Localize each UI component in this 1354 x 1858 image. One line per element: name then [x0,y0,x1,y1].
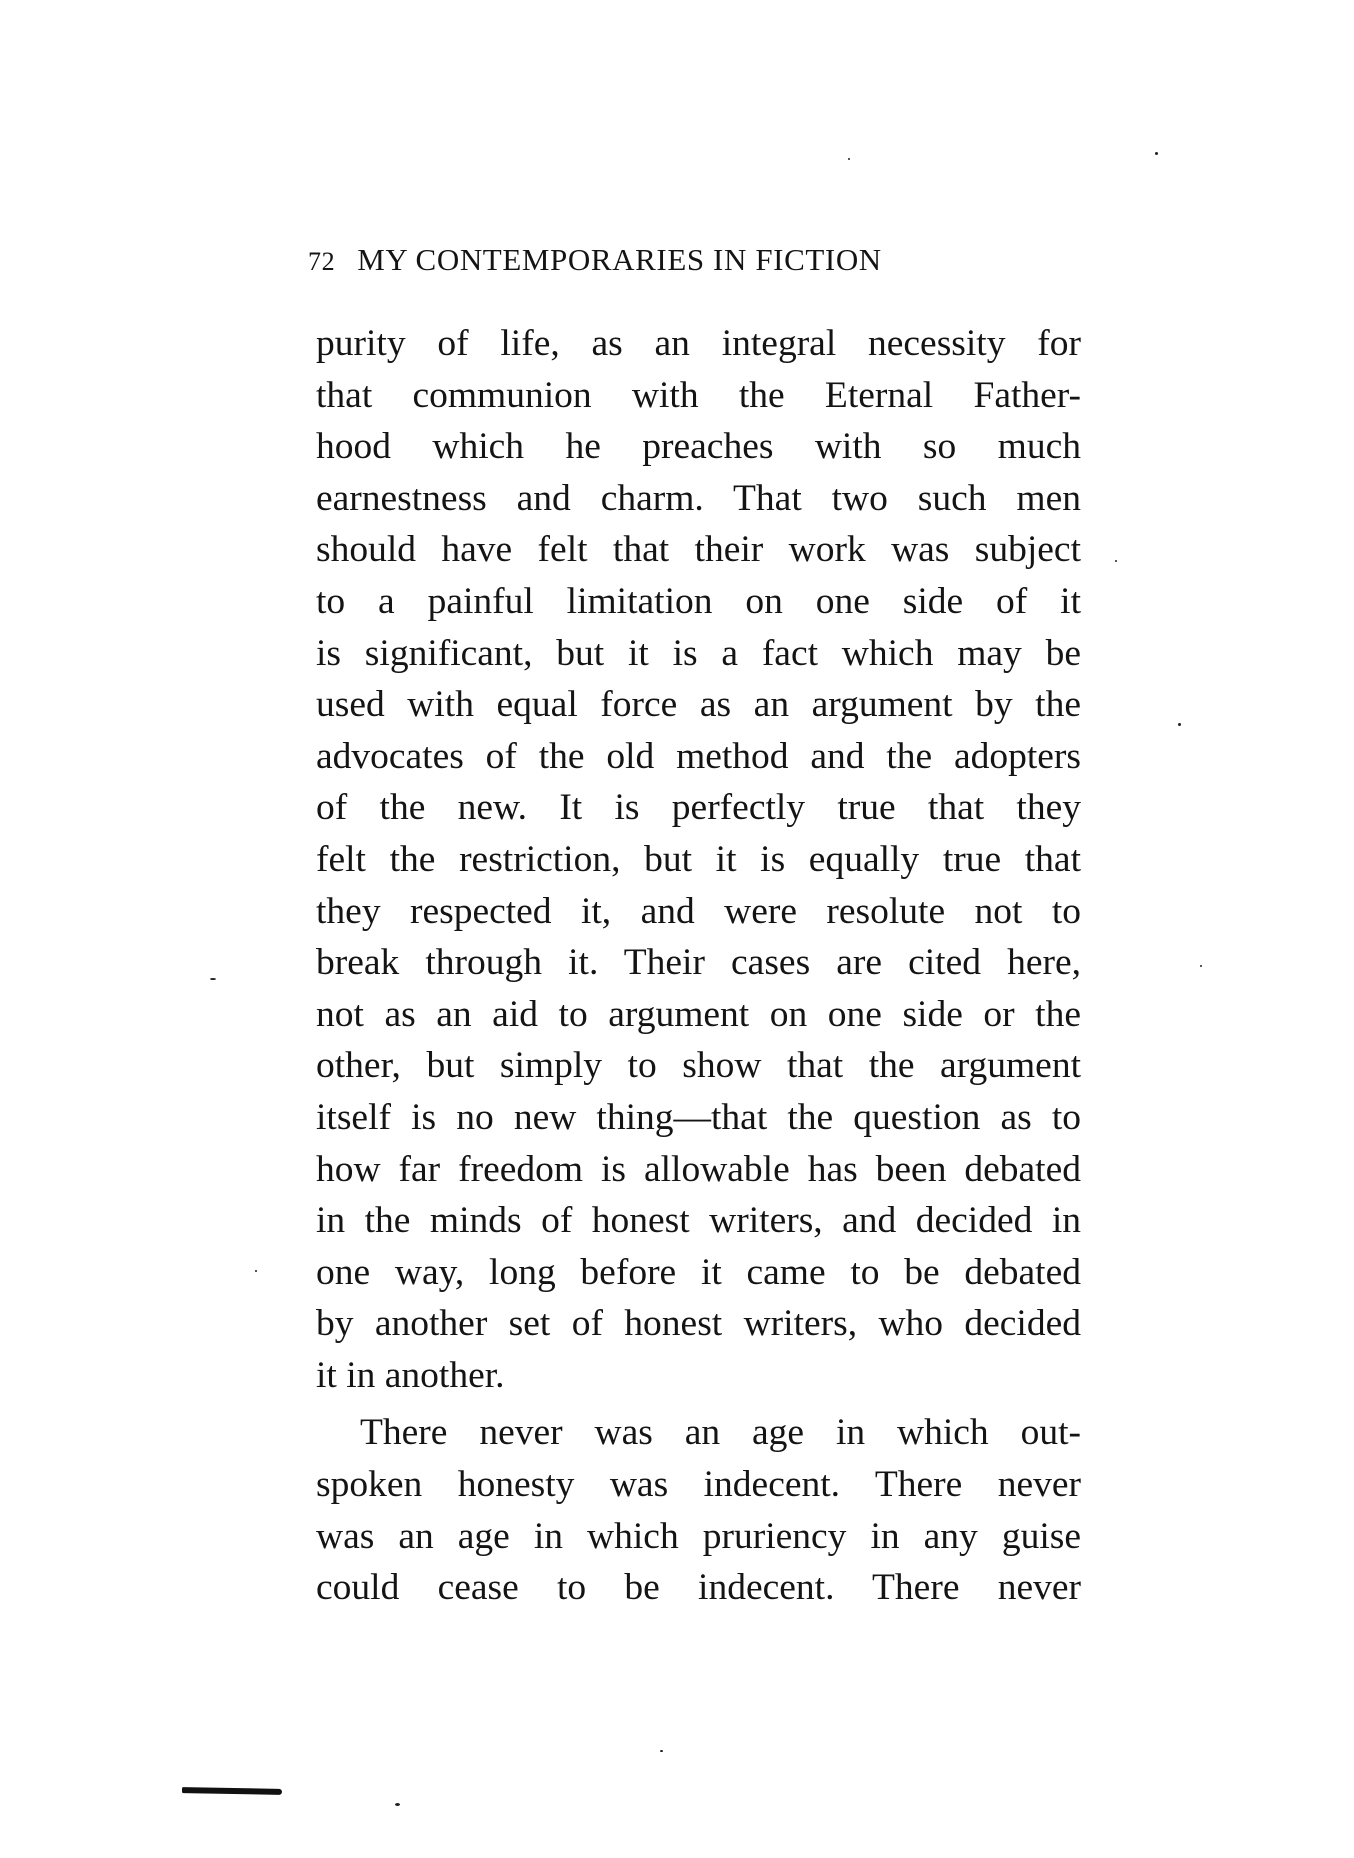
scan-speck [660,1750,663,1752]
scan-speck [255,1270,257,1272]
text-line: how far freedom is allowable has been debated [316,1148,1081,1190]
text-line: it in another. [316,1354,505,1396]
text-line: break through it. Their cases are cited here, [316,942,1081,984]
scan-speck [1178,723,1181,726]
text-line: itself is no new thing—that the question as to [316,1096,1081,1138]
text-line: earnestness and charm. That two such men [316,477,1081,519]
text-line: they respected it, and were resolute not to [316,890,1081,932]
text-line: not as an aid to argument on one side or the [316,993,1081,1035]
text-line: by another set of honest writers, who decided [316,1303,1081,1345]
text-line: could cease to be indecent. There never [316,1567,1081,1609]
paragraph-2 [316,1407,1081,1613]
text-line: to a painful limitation on one side of it [316,580,1081,622]
text-line: felt the restriction, but it is equally true that [316,838,1081,880]
scan-speck [1115,560,1117,562]
scan-speck [848,158,850,160]
text-line: that communion with the Eternal Father- [316,374,1081,416]
text-line: should have felt that their work was subject [316,529,1081,571]
text-line: one way, long before it came to be debated [316,1251,1081,1293]
scan-speck [1155,152,1158,155]
text-line: is significant, but it is a fact which may be [316,632,1081,674]
text-line: purity of life, as an integral necessity for [316,323,1081,364]
scan-mark [182,1787,282,1795]
text-line: used with equal force as an argument by the [316,684,1081,726]
body-text [316,318,1081,1614]
scan-speck [395,1803,400,1806]
page-number: 72 [308,247,336,276]
scan-speck [210,978,216,980]
paragraph-1 [316,318,1081,1401]
text-line: hood which he preaches with so much [316,426,1081,468]
text-line: of the new. It is perfectly true that they [316,787,1081,829]
text-line: spoken honesty was indecent. There never [316,1464,1081,1506]
text-line: in the minds of honest writers, and decided in [316,1200,1081,1242]
scan-speck [1200,965,1202,967]
text-line: There never was an age in which out- [360,1412,1081,1454]
running-title: MY CONTEMPORARIES IN FICTION [357,242,882,277]
running-head [308,240,1028,282]
text-line: advocates of the old method and the adopters [316,735,1081,777]
text-line: was an age in which pruriency in any guise [316,1515,1081,1557]
text-line: other, but simply to show that the argument [316,1045,1081,1087]
